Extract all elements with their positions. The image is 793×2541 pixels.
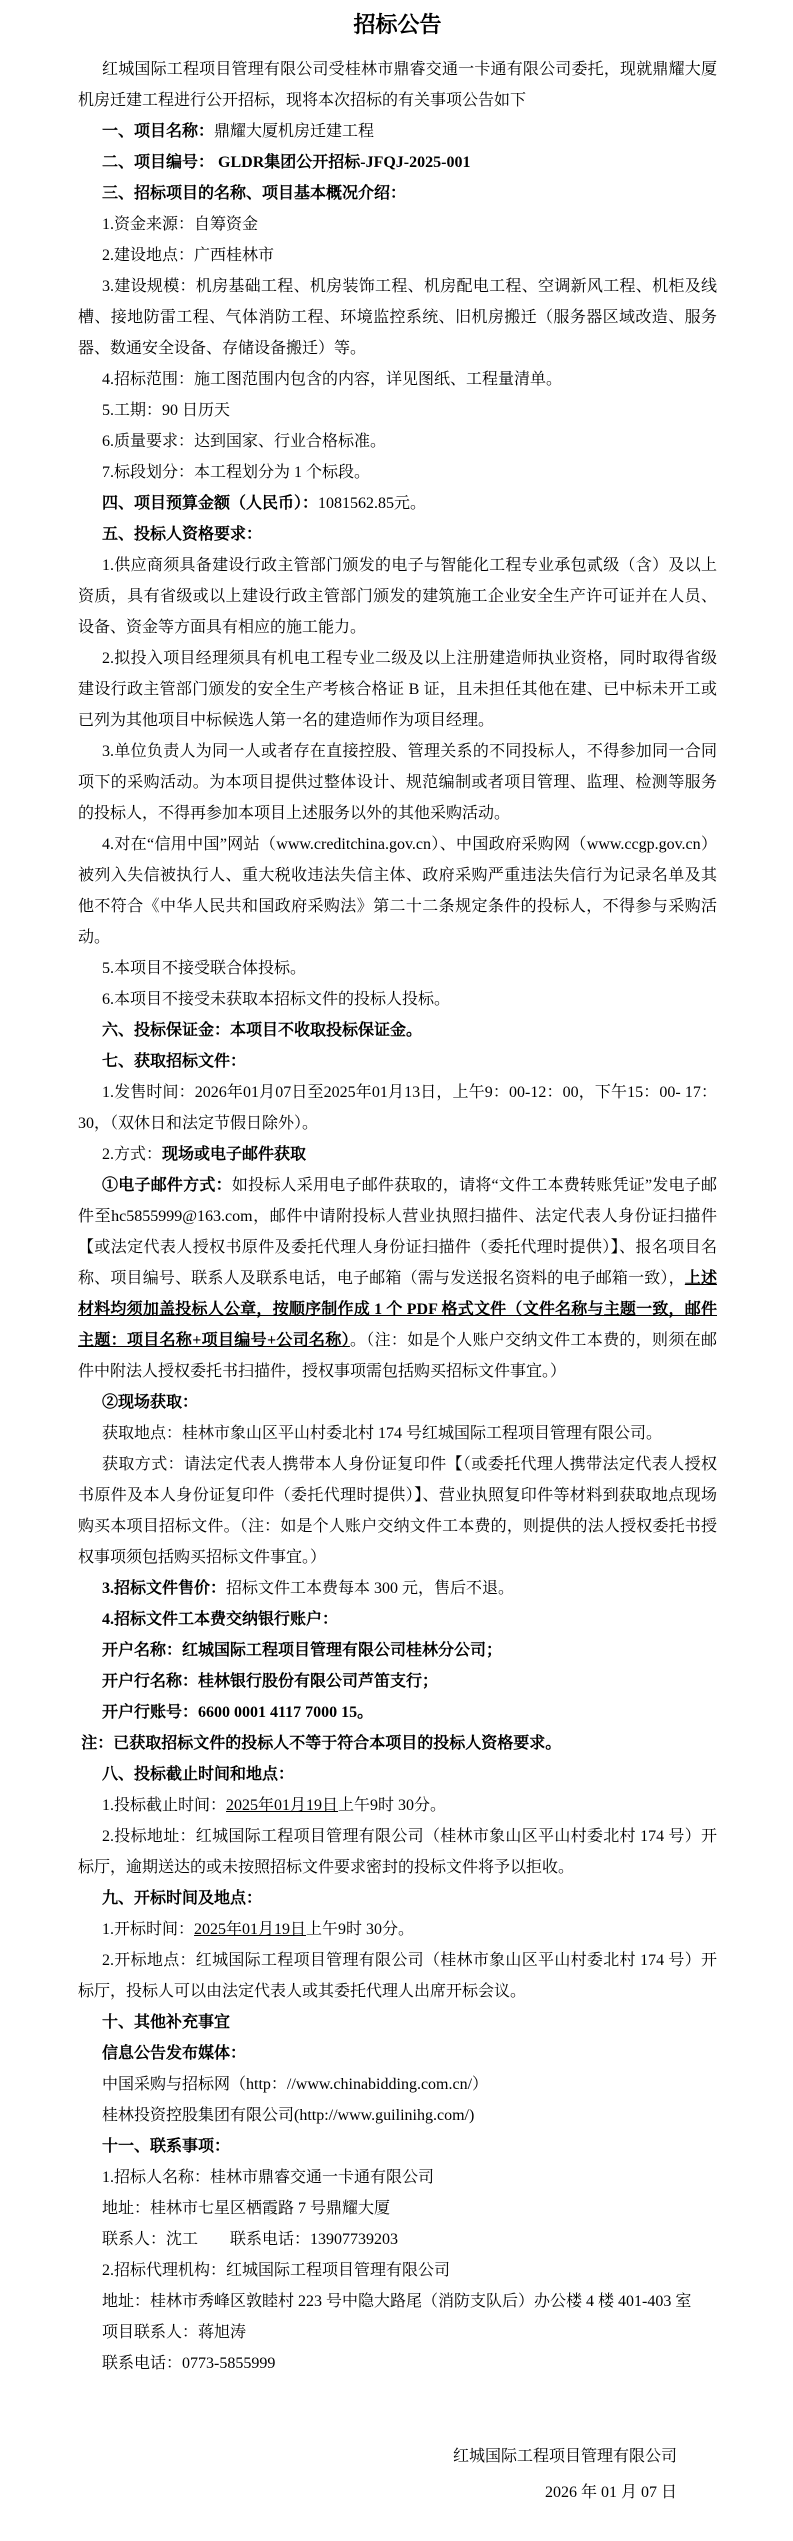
text-run: 联系电话：0773-5855999 (102, 2355, 276, 2372)
paragraph (78, 240, 717, 271)
text-run: 获取地点：桂林市象山区平山村委北村 174 号红城国际工程项目管理有限公司。 (102, 1425, 663, 1442)
paragraph (78, 488, 717, 519)
text-run: 6.质量要求：达到国家、行业合格标准。 (102, 433, 387, 450)
paragraph (78, 1728, 717, 1759)
paragraph (78, 2069, 717, 2100)
text-run: 。（注：如是个人账户交纳文件工本费的，则须在邮件中附法人授权委托书扫描件，授权事项需包括购买招标文件事宜。） (78, 1332, 717, 1380)
text-run: 6.本项目不接受未获取本招标文件的投标人投标。 (102, 991, 451, 1008)
text-run: 如投标人采用电子邮件获取的，请将“文件工本费转账凭证”发电子邮件至hc5855999@163.com，邮件中请附投标人营业执照扫描件、法定代表人身份证扫描件【或法定代表人授权书原件及委托代理人身份证扫描件（委托代理时提供）】、报名项目名称、项目编号、联系人及联系电话，电子邮箱（需与发送报名资料的电子邮箱一致）， (78, 1177, 717, 1287)
text-run: 1.开标时间： (102, 1921, 195, 1938)
footer-company: 红城国际工程项目管理有限公司 (452, 2448, 677, 2465)
text-run: 2.投标地址：红城国际工程项目管理有限公司（桂林市象山区平山村委北村 174 号）开标厅，逾期送达的或未按照招标文件要求密封的投标文件将予以拒收。 (78, 1828, 717, 1876)
text-run: 桂林投资控股集团有限公司(http://www.guilinihg.com/) (102, 2107, 475, 2124)
paragraph (78, 1666, 717, 1697)
text-run: 五、投标人资格要求： (102, 526, 263, 543)
text-run: 十一、联系事项： (102, 2138, 231, 2155)
text-run: 2.开标地点：红城国际工程项目管理有限公司（桂林市象山区平山村委北村 174 号）开标厅，投标人可以由法定代表人或其委托代理人出席开标会议。 (78, 1952, 717, 2000)
paragraph (78, 1759, 717, 1790)
text-run: 招标文件工本费每本 300 元，售后不退。 (226, 1580, 515, 1597)
text-run: 开户行名称：桂林银行股份有限公司芦笛支行； (102, 1673, 439, 1690)
footer-date: 2026 年 01 月 07 日 (544, 2484, 677, 2501)
text-run: 3.招标文件售价： (102, 1580, 227, 1597)
paragraph (78, 1945, 717, 2007)
paragraph (78, 2348, 717, 2379)
paragraph (78, 1883, 717, 1914)
text-run: 4.招标文件工本费交纳银行账户： (102, 1611, 339, 1628)
paragraph (78, 550, 717, 643)
text-run: 5.本项目不接受联合体投标。 (102, 960, 307, 977)
text-run: 2.建设地点：广西桂林市 (102, 247, 275, 264)
text-run: 1.招标人名称：桂林市鼎睿交通一卡通有限公司 (102, 2169, 435, 2186)
text-run: 上午9时 30分。 (306, 1921, 415, 1938)
paragraph (78, 2038, 717, 2069)
text-run: 红城国际工程项目管理有限公司受桂林市鼎睿交通一卡通有限公司委托，现就鼎耀大厦机房迁建工程进行公开招标，现将本次招标的有关事项公告如下 (78, 61, 717, 109)
paragraph (78, 2193, 717, 2224)
text-run: 联系人：沈工 联系电话：13907739203 (102, 2231, 399, 2248)
paragraph (78, 1046, 717, 1077)
text-run: 7.标段划分：本工程划分为 1 个标段。 (102, 464, 371, 481)
text-run: 鼎耀大厦机房迁建工程 (214, 123, 375, 140)
text-run: 九、开标时间及地点： (102, 1890, 263, 1907)
text-run: 注：已获取招标文件的投标人不等于符合本项目的投标人资格要求。 (81, 1735, 562, 1752)
text-run: 十、其他补充事宜 (102, 2014, 231, 2031)
paragraph (78, 1790, 717, 1821)
text-run: 信息公告发布媒体： (102, 2045, 247, 2062)
paragraph (78, 643, 717, 736)
text-run: 1.投标截止时间： (102, 1797, 227, 1814)
text-run: 现场或电子邮件获取 (162, 1146, 307, 1163)
paragraph (78, 2007, 717, 2038)
text-run: 四、项目预算金额（人民币）： (102, 495, 319, 512)
text-run: 3.单位负责人为同一人或者存在直接控股、管理关系的不同投标人，不得参加同一合同项下的采购活动。为本项目提供过整体设计、规范编制或者项目管理、监理、检测等服务的投标人，不得再参加本项目上述服务以外的其他采购活动。 (78, 743, 717, 822)
text-run: 获取方式：请法定代表人携带本人身份证复印件【（或委托代理人携带法定代表人授权书原件及本人身份证复印件（委托代理时提供）】、营业执照复印件等材料到获取地点现场购买本项目招标文件。（注：如是个人账户交纳文件工本费的，则提供的法人授权委托书授权事项须包括购买招标文件事宜。） (78, 1456, 717, 1566)
paragraph (78, 1387, 717, 1418)
text-run: 1.资金来源：自筹资金 (102, 216, 259, 233)
text-run: 1.发售时间：2026年01月07日至2025年01月13日，上午9：00-12：00，下午15：00- 17：30，（双休日和法定节假日除外）。 (78, 1084, 717, 1132)
text-run: 开户名称：红城国际工程项目管理有限公司桂林分公司； (102, 1642, 503, 1659)
paragraph (78, 519, 717, 550)
paragraph (78, 984, 717, 1015)
paragraph (78, 1449, 717, 1573)
text-run: 一、项目名称： (102, 123, 215, 140)
text-run: 2.拟投入项目经理须具有机电工程专业二级及以上注册建造师执业资格，同时取得省级建设行政主管部门颁发的安全生产考核合格证 B 证，且未担任其他在建、已中标未开工或已列为其他项目中标候选人第一名的建造师作为项目经理。 (78, 650, 717, 729)
paragraph (78, 1821, 717, 1883)
text-run: 二、项目编号： (102, 154, 215, 171)
paragraph (78, 54, 717, 116)
text-run: 中国采购与招标网（http：//www.chinabidding.com.cn/） (102, 2076, 489, 2093)
paragraph (78, 829, 717, 953)
text-run: 上述材料均须加盖投标人公章，按顺序制作成 1 个 PDF 格式文件（文件名称与主题一致，邮件主题：项目名称+项目编号+公司名称） (78, 1270, 717, 1349)
paragraph (78, 2255, 717, 2286)
paragraph (78, 1015, 717, 1046)
paragraph (78, 1604, 717, 1635)
paragraph (78, 1139, 717, 1170)
text-run: 4.对在“信用中国”网站（www.creditchina.gov.cn）、中国政府采购网（www.ccgp.gov.cn）被列入失信被执行人、重大税收违法失信主体、政府采购严重违法失信行为记录名单及其他不符合《中华人民共和国政府采购法》第二十二条规定条件的投标人，不得参与采购活动。 (78, 836, 717, 946)
text-run: 2025年01月19日 (194, 1921, 307, 1938)
text-run: 2.招标代理机构：红城国际工程项目管理有限公司 (102, 2262, 451, 2279)
paragraph (78, 1170, 717, 1387)
text-run: 2.方式： (102, 1146, 163, 1163)
paragraph (78, 426, 717, 457)
paragraph (78, 736, 717, 829)
paragraph (78, 1077, 717, 1139)
paragraph (78, 178, 717, 209)
document-body (78, 54, 717, 2379)
paragraph (78, 271, 717, 364)
text-run: GLDR集团公开招标-JFQJ-2025-001 (214, 154, 471, 171)
text-run: 1081562.85元。 (318, 495, 427, 512)
paragraph (78, 209, 717, 240)
paragraph (78, 953, 717, 984)
text-run: 地址：桂林市七星区栖霞路 7 号鼎耀大厦 (102, 2200, 391, 2217)
text-run: 地址：桂林市秀峰区敦睦村 223 号中隐大路尾（消防支队后）办公楼 4 楼 401-403 室 (102, 2293, 692, 2310)
text-run: 三、招标项目的名称、项目基本概况介绍： (102, 185, 407, 202)
text-run: 七、获取招标文件： (102, 1053, 247, 1070)
text-run: ①电子邮件方式： (102, 1177, 232, 1194)
paragraph (78, 116, 717, 147)
paragraph (78, 1573, 717, 1604)
paragraph (78, 1635, 717, 1666)
paragraph (78, 2317, 717, 2348)
paragraph (78, 395, 717, 426)
text-run: 3.建设规模：机房基础工程、机房装饰工程、机房配电工程、空调新风工程、机柜及线槽、接地防雷工程、气体消防工程、环境监控系统、旧机房搬迁（服务器区域改造、服务器、数通安全设备、存储设备搬迁）等。 (78, 278, 717, 357)
paragraph (78, 2162, 717, 2193)
document-title: 招标公告 (353, 12, 442, 37)
text-run: 2025年01月19日 (226, 1797, 339, 1814)
text-run: 八、投标截止时间和地点： (102, 1766, 295, 1783)
text-run: 项目联系人：蒋旭涛 (102, 2324, 247, 2341)
text-run: 1.供应商须具备建设行政主管部门颁发的电子与智能化工程专业承包贰级（含）及以上资质，具有省级或以上建设行政主管部门颁发的建筑施工企业安全生产许可证并在人员、设备、资金等方面具有相应的施工能力。 (78, 557, 717, 636)
paragraph (78, 364, 717, 395)
paragraph (78, 457, 717, 488)
text-run: 六、投标保证金：本项目不收取投标保证金。 (102, 1022, 423, 1039)
paragraph (78, 147, 717, 178)
paragraph (78, 2224, 717, 2255)
text-run: 5.工期：90 日历天 (102, 402, 231, 419)
paragraph (78, 2131, 717, 2162)
paragraph (78, 1697, 717, 1728)
text-run: 开户行账号：6600 0001 4117 7000 15。 (102, 1704, 374, 1721)
paragraph (78, 1914, 717, 1945)
text-run: ②现场获取： (102, 1394, 199, 1411)
text-run: 上午9时 30分。 (338, 1797, 447, 1814)
paragraph (78, 2286, 717, 2317)
text-run: 4.招标范围：施工图范围内包含的内容，详见图纸、工程量清单。 (102, 371, 563, 388)
paragraph (78, 2100, 717, 2131)
paragraph (78, 1418, 717, 1449)
